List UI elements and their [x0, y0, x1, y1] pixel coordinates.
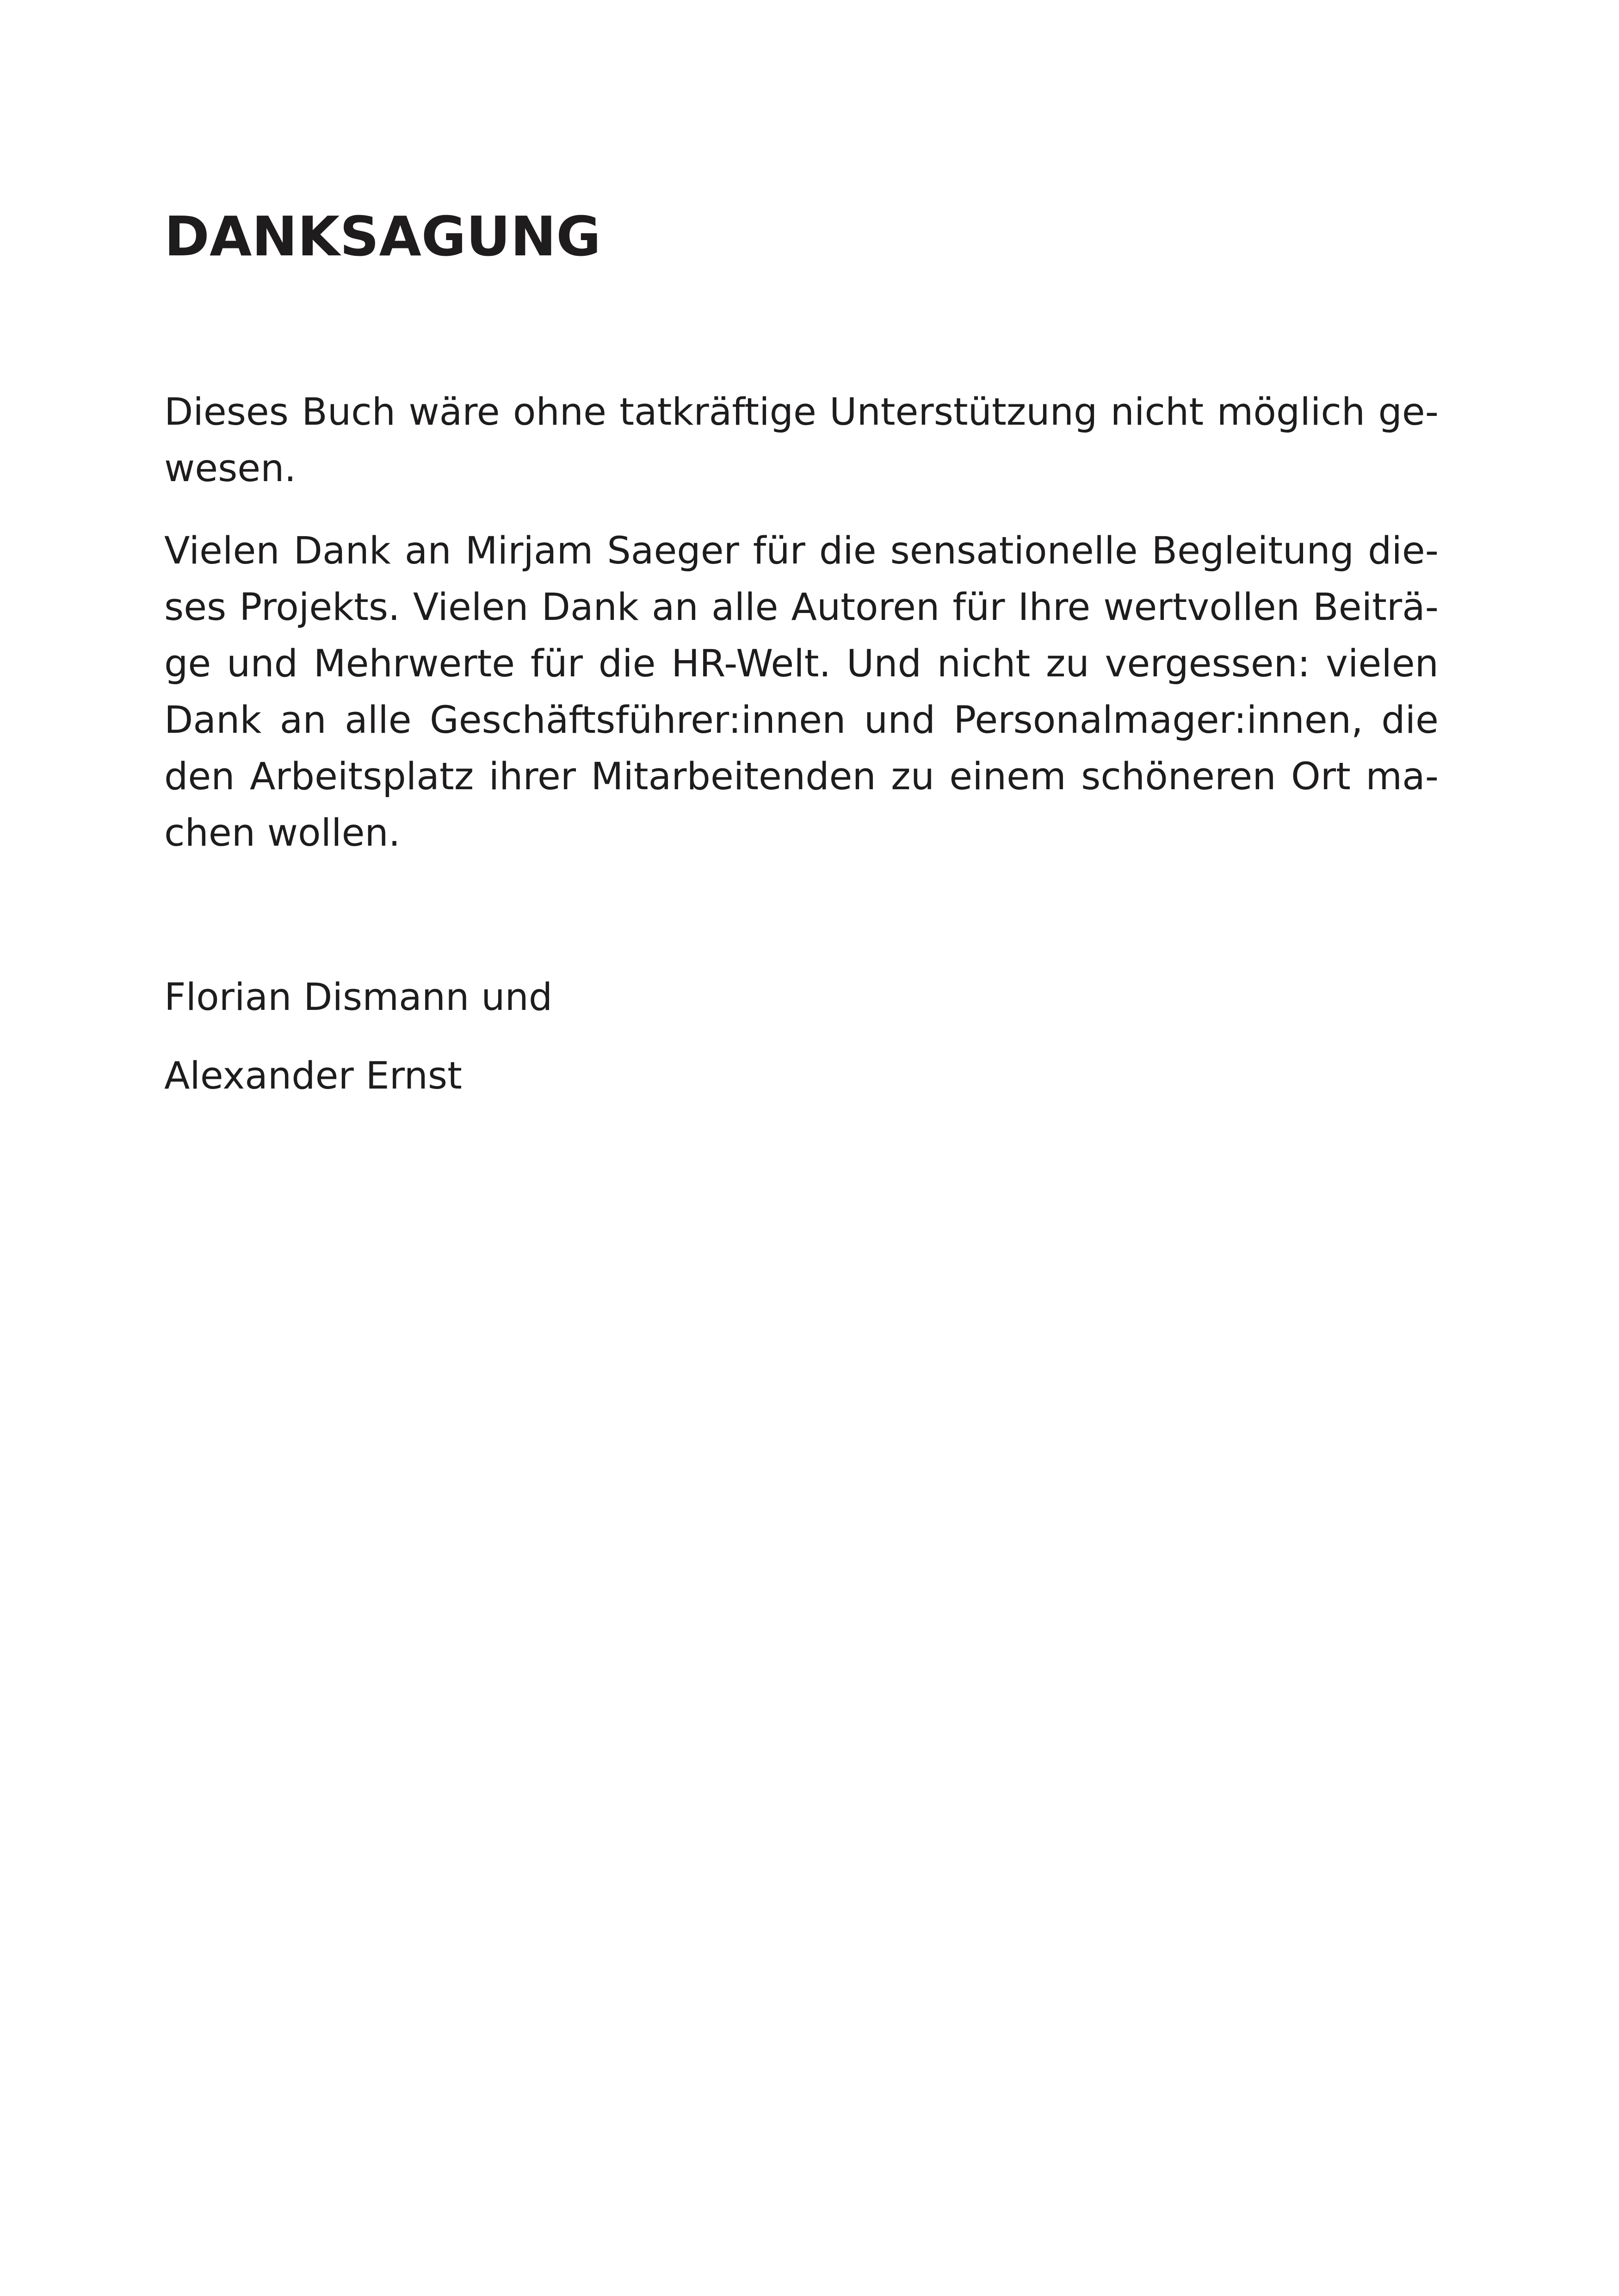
text-line: ge und Mehrwerte für die HR-Welt. Und nicht zu vergessen: vielen	[164, 642, 1439, 686]
text-line: ses Projekts. Vielen Dank an alle Autoren für Ihre wertvollen Beiträ-	[164, 586, 1439, 629]
text-line: chen wollen.	[164, 811, 401, 855]
text-line: Dank an alle Geschäftsführer:innen und Personalmager:innen, die	[164, 699, 1439, 742]
text-line: Dieses Buch wäre ohne tatkräftige Unterstützung nicht möglich ge-	[164, 390, 1439, 434]
paragraph-intro	[164, 384, 1439, 497]
paragraph-thanks	[164, 523, 1439, 861]
signature-line-2: Alexander Ernst	[164, 1054, 462, 1098]
text-line: wesen.	[164, 447, 297, 490]
text-line: Vielen Dank an Mirjam Saeger für die sensationelle Begleitung die-	[164, 529, 1439, 573]
page-title: DANKSAGUNG	[164, 204, 601, 268]
signature-line-1: Florian Dismann und	[164, 976, 553, 1019]
text-line: den Arbeitsplatz ihrer Mitarbeitenden zu einem schöneren Ort ma-	[164, 755, 1439, 798]
